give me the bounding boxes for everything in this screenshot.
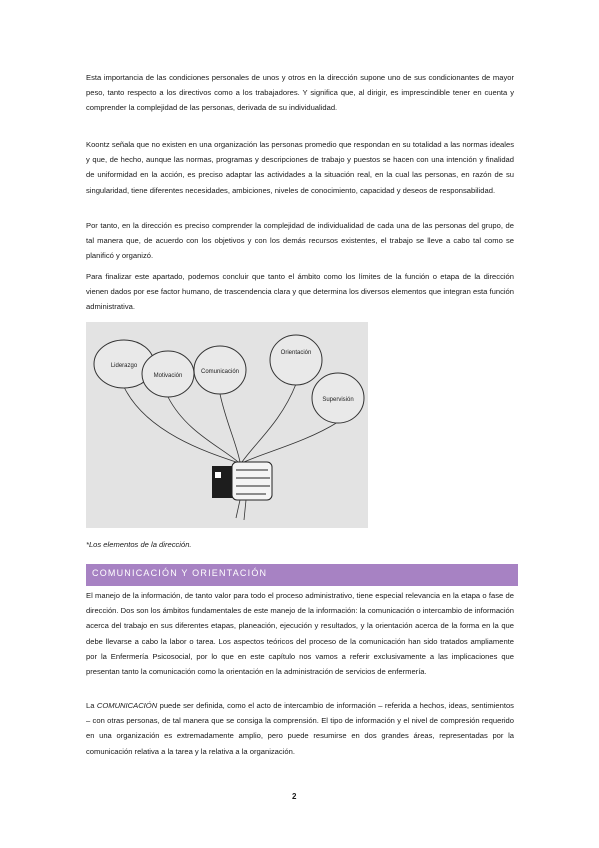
direction-elements-figure [86, 322, 368, 528]
paragraph-3: Por tanto, en la dirección es preciso comprender la complejidad de individualidad de cada una de las personas del grupo, de tal manera que, de acuerdo con los objetivos y con los demás recursos existentes, el trabajo se lleve a cabo tal como se planificó y organizó. [86, 221, 514, 261]
balloon-label-orientacion: Orientación [280, 350, 312, 356]
page-number: 2 [292, 792, 297, 801]
balloon-label-supervision: Supervisión [322, 397, 354, 403]
hand-icon [212, 462, 272, 520]
paragraph-6-lead: La [86, 701, 95, 710]
balloons-illustration [86, 322, 368, 528]
paragraph-6-term: COMUNICACIÓN [96, 701, 158, 710]
paragraph-5: El manejo de la información, de tanto valor para todo el proceso administrativo, tiene especial relevancia en la etapa o fase de dirección. Dos son los ámbitos fundamentales de este manejo de la información: la comunicación o intercambio de información acerca del trabajo en sus diferentes etapas, planeación, ejecución y resultados, y la orientación acerca de la forma en la que debe llevarse a cabo la labor o tarea. Los aspectos teóricos del proceso de la comunicación han sido tratados ampliamente por la Enfermería Psicosocial, por lo que en este capítulo nos vamos a referir exclusivamente a las implicaciones que presentan tanto la comunicación como la orientación en la administración de servicios de enfermería. [86, 591, 514, 677]
paragraph-2: Koontz señala que no existen en una organización las personas promedio que respondan en su totalidad a las normas ideales y que, de hecho, aunque las normas, programas y descripciones de trabajo y puestos se hacen con una intención y finalidad de uniformidad en la acción, es preciso adaptar las actividades a la situación real, en la cual las personas, en razón de su singularidad, tiene diferentes necesidades, ambiciones, niveles de conocimiento, capacidad y deseos de responsabilidad. [86, 140, 514, 195]
paragraph-6 [86, 698, 514, 759]
paragraph-4: Para finalizar este apartado, podemos concluir que tanto el ámbito como los límites de la función o etapa de la dirección vienen dados por ese factor humano, de trascendencia clara y que determina los diversos elementos que integran esta función administrativa. [86, 272, 514, 312]
paragraph-6-rest: puede ser definida, como el acto de intercambio de información – referida a hechos, ideas, sentimientos – con otras personas, de tal manera que se consiga la comprensión. El tipo de información y el nivel de compresión requerido en una organización es extremadamente amplio, pero puede resumirse en dos grandes áreas, representadas por la comunicación relativa a la tarea y la relativa a la organización. [86, 701, 514, 756]
paragraph-1: Esta importancia de las condiciones personales de unos y otros en la dirección supone uno de sus condicionantes de mayor peso, tanto respecto a los directivos como a los trabajadores. Y significa que, al dirigir, es imprescindible tener en cuenta y comprender la complejidad de las personas, derivada de su individualidad. [86, 73, 514, 113]
section-heading-bar [86, 564, 518, 586]
balloon-label-comunicacion: Comunicación [200, 369, 240, 375]
balloon-label-motivacion: Motivación [153, 373, 183, 379]
balloon-label-liderazgo: Liderazgo [110, 363, 138, 369]
balloon-orientacion [270, 335, 322, 385]
figure-caption: *Los elementos de la dirección. [86, 540, 192, 549]
section-heading: COMUNICACIÓN Y ORIENTACIÓN [92, 568, 268, 578]
